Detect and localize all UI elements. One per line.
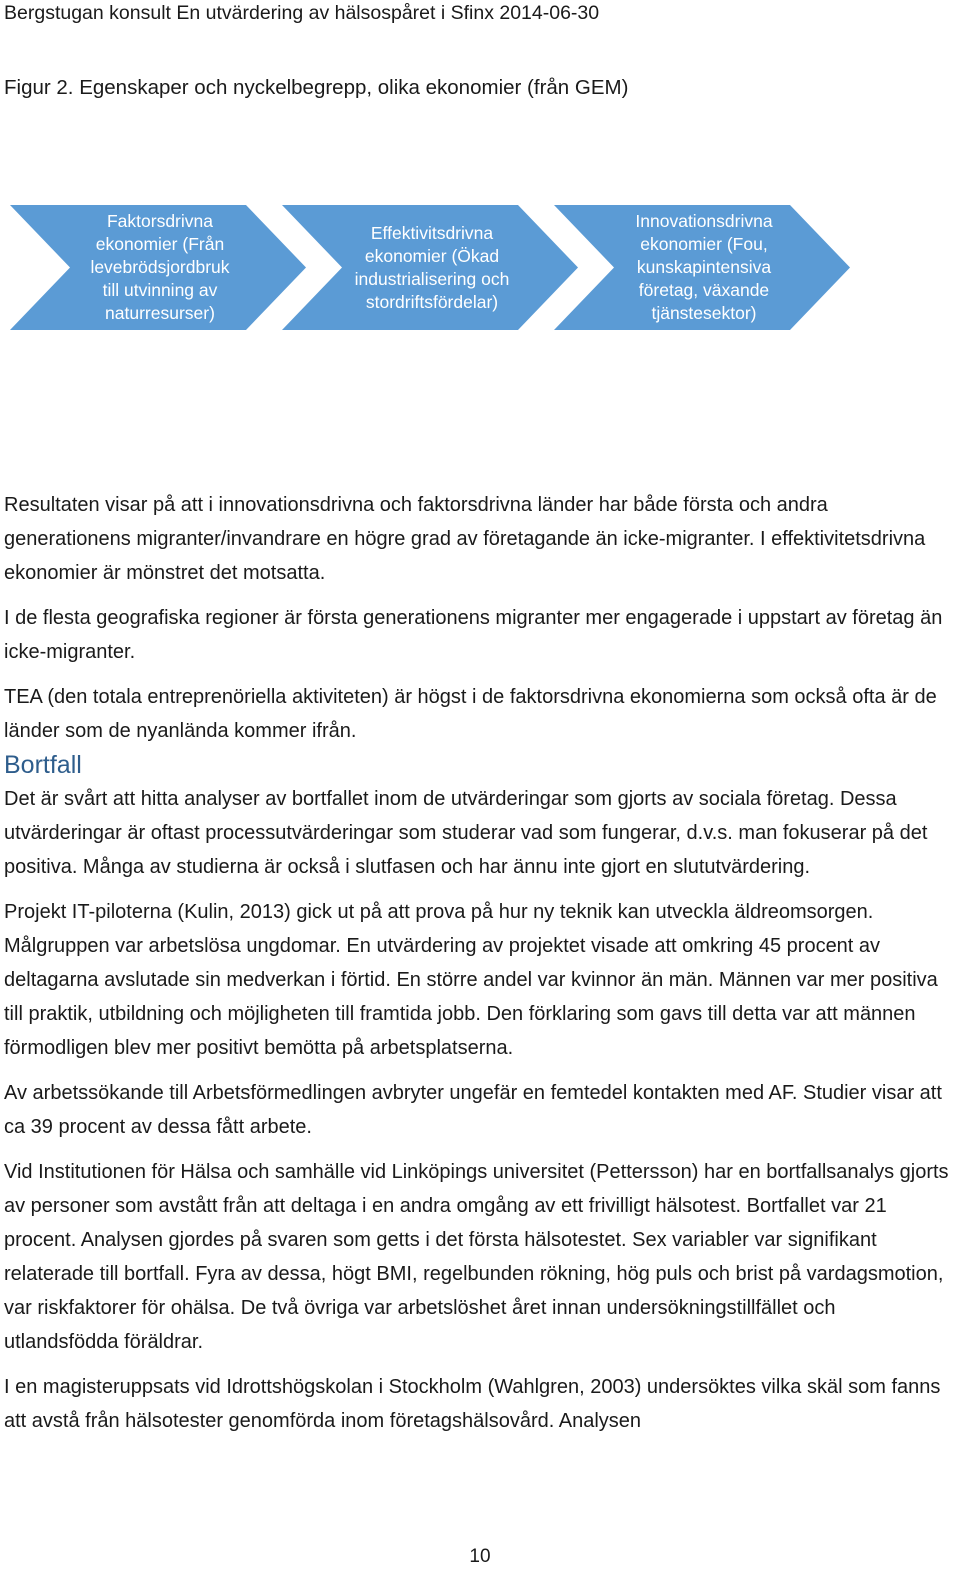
process-diagram xyxy=(0,205,960,330)
chevron-step-2-label xyxy=(334,205,530,330)
paragraph: I en magisteruppsats vid Idrottshögskolan i Stockholm (Wahlgren, 2003) undersöktes vilka skäl som fanns att avstå från hälsotester genomförda inom företagshälsovård. Analysen xyxy=(4,1376,941,1432)
section-heading: Bortfall xyxy=(4,751,82,779)
chevron-3-line: Innovationsdrivna xyxy=(635,211,773,231)
chevron-1-line: till utvinning av xyxy=(102,280,218,300)
paragraph: Resultaten visar på att i innovationsdrivna och faktorsdrivna länder har både första och andra generationens migranter/invandrare en högre grad av företagande än icke-migranter. I effektivitetsdrivna ekonomier är mönstret det motsatta. xyxy=(4,494,926,584)
paragraph: Av arbetssökande till Arbetsförmedlingen avbryter ungefär en femtedel kontakten med AF. Studier visar att ca 39 procent av dessa fått arbete. xyxy=(4,1082,942,1138)
chevron-3-line: ekonomier (Fou, xyxy=(640,234,768,254)
page-number: 10 xyxy=(469,1546,491,1567)
chevron-1-line: Faktorsdrivna xyxy=(106,211,213,231)
chevron-1-line: ekonomier (Från xyxy=(95,234,225,254)
paragraph: TEA (den totala entreprenöriella aktiviteten) är högst i de faktorsdrivna ekonomierna som också ofta är de länder som de nyanlända kommer ifrån. xyxy=(4,686,937,742)
chevron-3-line: tjänstesektor) xyxy=(651,303,757,323)
paragraph: Vid Institutionen för Hälsa och samhälle vid Linköpings universitet (Pettersson) har en bortfallsanalys gjorts av personer som avstått från att deltaga i en andra omgång av ett frivilligt hälsotest. Bortfallet var 21 procent. Analysen gjordes på svaren som getts i det första hälsotestet. Sex variabler var signifikant relaterade till bortfall. Fyra av dessa, högt BMI, regelbunden rökning, hög puls och brist på vardagsmotion, var riskfaktorer för ohälsa. De två övriga var arbetslöshet året innan undersökningstillfället och utlandsfödda föräldrar. xyxy=(4,1161,949,1353)
figure-caption: Figur 2. Egenskaper och nyckelbegrepp, olika ekonomier (från GEM) xyxy=(4,76,629,99)
chevron-step-1-label xyxy=(62,205,258,330)
document-body xyxy=(4,488,954,1449)
page-header: Bergstugan konsult En utvärdering av hälsospåret i Sfinx 2014-06-30 xyxy=(4,2,600,24)
chevron-2-line: Effektivitsdrivna xyxy=(370,222,494,243)
chevron-1-line: naturresurser) xyxy=(105,303,215,323)
paragraph: I de flesta geografiska regioner är första generationens migranter mer engagerade i uppstart av företag än icke-migranter. xyxy=(4,607,943,663)
paragraph: Projekt IT-piloterna (Kulin, 2013) gick ut på att prova på hur ny teknik kan utveckla äldreomsorgen. Målgruppen var arbetslösa ungdomar. En utvärdering av projektet visade att omkring 45 procent av deltagarna avslutade sin medverkan i förtid. En större andel var kvinnor än män. Männen var mer positiva till praktik, utbildning och möjligheten till framtida jobb. Den förklaring som gavs till detta var att männen förmodligen blev mer positivt bemötta på arbetsplatserna. xyxy=(4,901,938,1059)
chevron-2-line: industrialisering och xyxy=(354,268,510,289)
chevron-3-line: företag, växande xyxy=(638,280,770,300)
chevron-2-line: stordriftsfördelar) xyxy=(365,291,499,312)
chevron-step-3-label xyxy=(606,205,802,330)
chevron-1-line: levebrödsjordbruk xyxy=(90,257,230,277)
paragraph: Det är svårt att hitta analyser av bortfallet inom de utvärderingar som gjorts av sociala företag. Dessa utvärderingar är oftast processutvärderingar som studerar vad som fungerar, d.v.s. man fokuserar på det positiva. Många av studierna är också i slutfasen och har ännu inte gjort en slututvärdering. xyxy=(4,788,928,878)
chevron-2-line: ekonomier (Ökad xyxy=(364,245,500,266)
chevron-3-line: kunskapintensiva xyxy=(636,257,772,277)
